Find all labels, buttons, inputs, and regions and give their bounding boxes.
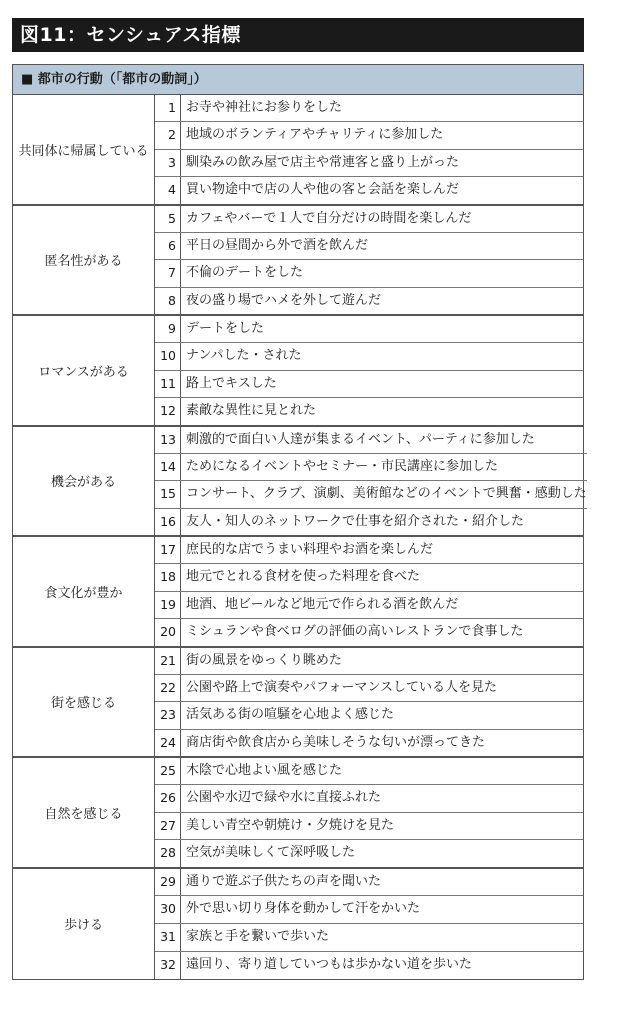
item-number: 14 — [155, 454, 181, 480]
table-row — [155, 592, 583, 619]
item-number: 17 — [155, 537, 181, 563]
table-row — [155, 398, 583, 424]
table-row — [155, 177, 583, 203]
item-number: 10 — [155, 343, 181, 369]
table-row — [155, 122, 583, 149]
item-list — [155, 869, 583, 980]
item-text: 街の風景をゆっくり眺めた — [186, 652, 342, 668]
item-text: 通りで遊ぶ子供たちの声を聞いた — [186, 873, 382, 889]
table-row — [155, 206, 583, 233]
item-text: 地域のボランティアやチャリティに参加した — [186, 127, 444, 143]
table-row — [155, 648, 583, 675]
item-text: 木陰で心地よい風を感じた — [186, 763, 343, 778]
item-text: 庶民的な店でうまい料理やお酒を楽しんだ — [186, 542, 434, 557]
item-text: ミシュランや食べログの評価の高いレストランで食事した — [186, 624, 524, 640]
item-number: 24 — [155, 730, 181, 756]
item-number: 12 — [155, 398, 181, 424]
item-number: 11 — [155, 371, 181, 397]
item-number: 32 — [155, 952, 181, 979]
table-row — [155, 371, 583, 398]
category-label: 街を感じる — [13, 648, 155, 757]
item-text: 地元でとれる食材を使った料理を食べた — [186, 569, 421, 585]
category-label: 機会がある — [13, 427, 155, 536]
category-group — [13, 95, 583, 206]
table-row — [155, 730, 583, 756]
item-number: 3 — [155, 150, 181, 176]
item-text: 商店街や飲食店から美味しそうな匂いが漂ってきた — [186, 734, 486, 750]
item-number: 15 — [155, 481, 181, 507]
table-body — [13, 95, 587, 979]
item-number: 22 — [155, 675, 181, 701]
table-row — [155, 896, 583, 924]
item-list — [155, 95, 583, 204]
category-group — [13, 206, 583, 317]
item-text: 公園や路上で演奏やパフォーマンスしている人を見た — [186, 679, 497, 695]
category-group — [13, 648, 583, 759]
item-number: 30 — [155, 896, 181, 923]
item-text: 活気ある街の喧騒を心地よく感じた — [186, 707, 395, 723]
table-row — [155, 813, 583, 840]
table-row — [155, 952, 583, 979]
category-label: 食文化が豊か — [13, 537, 155, 646]
item-text: デートをした — [186, 321, 265, 336]
item-number: 5 — [155, 206, 181, 232]
table-row — [155, 288, 583, 314]
item-text: コンサート、クラブ、演劇、美術館などのイベントで興奮・感動した — [186, 486, 587, 502]
category-label: 共同体に帰属している — [13, 95, 155, 204]
item-text: ためになるイベントやセミナー・市民講座に参加した — [186, 458, 499, 474]
item-number: 16 — [155, 509, 181, 535]
item-text: 素敵な異性に見とれた — [186, 403, 317, 419]
table-row — [155, 758, 583, 785]
figure-title: 図11：センシュアス指標 — [12, 18, 584, 52]
table-row — [155, 95, 583, 122]
item-list — [155, 427, 587, 536]
table-row — [155, 675, 583, 702]
item-text: 刺激的で面白い人達が集まるイベント、パーティに参加した — [186, 431, 535, 447]
item-number: 1 — [155, 95, 181, 121]
item-number: 25 — [155, 758, 181, 784]
item-number: 9 — [155, 316, 181, 342]
item-text: ナンパした・された — [186, 348, 302, 364]
section-header: ■ 都市の行動（「都市の動詞」） — [13, 65, 583, 95]
table-row — [155, 316, 583, 343]
table-row — [155, 869, 583, 897]
item-list — [155, 758, 583, 867]
item-text: 買い物途中で店の人や他の客と会話を楽しんだ — [186, 182, 460, 198]
item-text: 馴染みの飲み屋で店主や常連客と盛り上がった — [186, 154, 460, 170]
table-row — [155, 481, 587, 508]
item-number: 28 — [155, 840, 181, 866]
table-row — [155, 702, 583, 729]
table-row — [155, 840, 583, 866]
item-text: 地酒、地ビールなど地元で作られる酒を飲んだ — [186, 596, 459, 612]
item-text: 公園や水辺で緑や水に直接ふれた — [186, 790, 382, 806]
item-text: 空気が美味しくて深呼吸した — [186, 845, 356, 861]
item-number: 27 — [155, 813, 181, 839]
item-list — [155, 206, 583, 315]
table-row — [155, 233, 583, 260]
table-row — [155, 537, 583, 564]
category-group — [13, 758, 583, 869]
indicator-table — [12, 64, 587, 980]
item-number: 13 — [155, 427, 181, 453]
item-text: 外で思い切り身体を動かして汗をかいた — [186, 901, 421, 917]
table-row — [155, 619, 583, 645]
category-group — [13, 316, 583, 427]
item-number: 20 — [155, 619, 181, 645]
item-text: 遠回り、寄り道していつもは歩かない道を歩いた — [186, 957, 473, 973]
table-row — [155, 509, 587, 535]
item-number: 23 — [155, 702, 181, 728]
item-text: 友人・知人のネットワークで仕事を紹介された・紹介した — [186, 513, 525, 529]
item-number: 29 — [155, 869, 181, 896]
table-row — [155, 427, 587, 454]
item-text: 路上でキスした — [186, 375, 277, 391]
item-number: 18 — [155, 564, 181, 590]
item-number: 7 — [155, 260, 181, 286]
category-group — [13, 869, 583, 980]
item-number: 26 — [155, 785, 181, 811]
category-group — [13, 537, 583, 648]
item-text: カフェやバーで１人で自分だけの時間を楽しんだ — [186, 210, 472, 226]
item-text: 家族と手を繋いで歩いた — [186, 929, 330, 945]
item-number: 2 — [155, 122, 181, 148]
item-text: お寺や神社にお参りをした — [186, 100, 343, 115]
item-text: 平日の昼間から外で酒を飲んだ — [186, 237, 369, 253]
item-number: 6 — [155, 233, 181, 259]
table-row — [155, 260, 583, 287]
item-number: 31 — [155, 924, 181, 951]
category-label: 匿名性がある — [13, 206, 155, 315]
table-row — [155, 785, 583, 812]
item-number: 19 — [155, 592, 181, 618]
table-row — [155, 454, 587, 481]
item-number: 4 — [155, 177, 181, 203]
item-number: 8 — [155, 288, 181, 314]
item-text: 夜の盛り場でハメを外して遊んだ — [186, 292, 382, 308]
item-list — [155, 648, 583, 757]
table-row — [155, 564, 583, 591]
category-group — [13, 427, 587, 538]
item-number: 21 — [155, 648, 181, 674]
item-list — [155, 316, 583, 425]
category-label: ロマンスがある — [13, 316, 155, 425]
table-row — [155, 343, 583, 370]
table-row — [155, 924, 583, 952]
item-text: 不倫のデートをした — [186, 265, 304, 281]
table-row — [155, 150, 583, 177]
item-list — [155, 537, 583, 646]
category-label: 自然を感じる — [13, 758, 155, 867]
item-text: 美しい青空や朝焼け・夕焼けを見た — [186, 817, 395, 833]
category-label: 歩ける — [13, 869, 155, 980]
